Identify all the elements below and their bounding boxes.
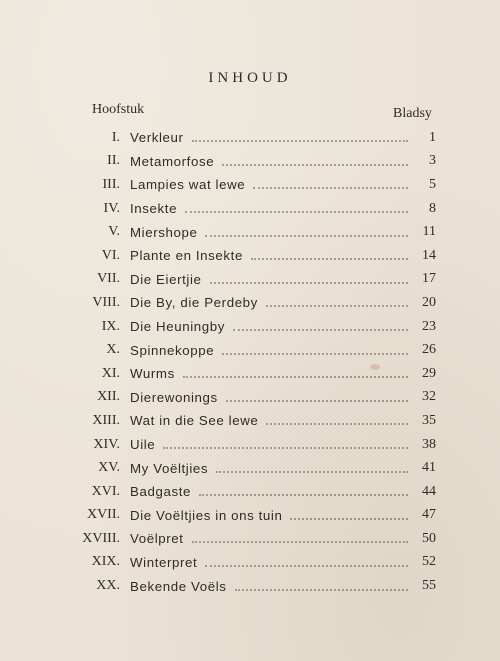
toc-row <box>0 244 500 268</box>
page-title: INHOUD <box>208 70 292 86</box>
page-number: 8 <box>429 200 436 216</box>
chapter-number: XVII. <box>86 507 120 523</box>
chapter-title: Die Voëltjies in ons tuin <box>130 507 283 523</box>
chapter-number: XIV. <box>93 436 120 452</box>
toc-row <box>0 268 500 292</box>
toc-row <box>0 480 500 504</box>
chapter-title: Die Eiertjie <box>130 271 202 287</box>
toc-row <box>0 315 500 339</box>
toc-row <box>0 126 500 150</box>
chapter-number: XI. <box>101 365 120 381</box>
dot-leader <box>205 564 408 567</box>
dot-leader <box>163 446 408 449</box>
chapter-title: Insekte <box>130 201 178 217</box>
chapter-title: Verkleur <box>130 130 184 146</box>
dot-leader <box>235 588 408 591</box>
chapter-number: I. <box>111 129 120 145</box>
toc-row <box>0 173 500 197</box>
chapter-number: XX. <box>96 578 120 594</box>
chapter-title: Voëlpret <box>130 531 184 547</box>
chapter-title: Die Heuningby <box>130 319 226 335</box>
chapter-number: XIX. <box>91 554 120 570</box>
chapter-title: Dierewonings <box>130 389 218 405</box>
toc-row <box>0 291 500 315</box>
chapter-title: Wat in die See lewe <box>130 413 259 429</box>
chapter-title: Die By, die Perdeby <box>130 295 258 311</box>
toc-row <box>0 338 500 362</box>
page-number: 5 <box>429 176 436 192</box>
chapter-title: Wurms <box>130 366 175 382</box>
toc-row <box>0 574 500 598</box>
toc-row <box>0 150 500 174</box>
chapter-number: VII. <box>97 271 120 287</box>
chapter-number: VIII. <box>92 294 120 310</box>
dot-leader <box>210 281 409 284</box>
chapter-number: III. <box>102 176 120 192</box>
paper-stain <box>370 364 380 370</box>
chapter-title: Winterpret <box>130 554 198 570</box>
chapter-number: XVIII. <box>82 530 120 546</box>
dot-leader <box>222 352 408 355</box>
page-number: 26 <box>422 342 436 358</box>
page-number: 47 <box>422 507 436 523</box>
dot-leader <box>266 304 408 307</box>
toc-row <box>0 362 500 386</box>
page-column-header: Bladsy <box>393 106 432 121</box>
toc-row <box>0 220 500 244</box>
chapter-number: XIII. <box>92 412 120 428</box>
page-number: 44 <box>422 483 436 499</box>
chapter-title: Uile <box>130 437 156 453</box>
toc-row <box>0 527 500 551</box>
page-number: 14 <box>422 247 436 263</box>
toc-row <box>0 197 500 221</box>
page-number: 3 <box>429 153 436 169</box>
page-number: 50 <box>422 530 436 546</box>
page-number: 29 <box>422 365 436 381</box>
chapter-number: XII. <box>97 389 120 405</box>
chapter-title: Bekende Voëls <box>130 578 227 594</box>
chapter-number: IX. <box>101 318 120 334</box>
page-number: 32 <box>422 389 436 405</box>
page-number: 35 <box>422 412 436 428</box>
chapter-number: II. <box>107 153 120 169</box>
chapter-number: V. <box>108 224 120 240</box>
dot-leader <box>216 470 408 473</box>
page-number: 52 <box>422 554 436 570</box>
dot-leader <box>199 493 408 496</box>
chapter-title: Lampies wat lewe <box>130 177 246 193</box>
chapter-title: Badgaste <box>130 484 191 500</box>
page-number: 41 <box>422 460 436 476</box>
page-number: 38 <box>422 436 436 452</box>
dot-leader <box>192 139 408 142</box>
chapter-number: XV. <box>98 460 120 476</box>
dot-leader <box>266 422 408 425</box>
dot-leader <box>192 540 408 543</box>
dot-leader <box>185 210 408 213</box>
dot-leader <box>205 234 408 237</box>
page-number: 20 <box>422 294 436 310</box>
chapter-title: Metamorfose <box>130 153 215 169</box>
toc-row <box>0 409 500 433</box>
chapter-title: Miershope <box>130 224 198 240</box>
dot-leader <box>253 186 408 189</box>
table-of-contents <box>0 126 500 598</box>
toc-row <box>0 433 500 457</box>
toc-row <box>0 504 500 528</box>
toc-row <box>0 551 500 575</box>
chapter-number: X. <box>106 342 120 358</box>
page-number: 11 <box>422 224 436 240</box>
chapter-number: IV. <box>103 200 120 216</box>
dot-leader <box>222 163 408 166</box>
toc-row <box>0 386 500 410</box>
dot-leader <box>233 328 408 331</box>
chapter-title: Spinnekoppe <box>130 342 215 358</box>
chapter-number: VI. <box>101 247 120 263</box>
toc-row <box>0 456 500 480</box>
chapter-number: XVI. <box>91 483 120 499</box>
dot-leader <box>226 399 408 402</box>
page-number: 23 <box>422 318 436 334</box>
chapter-title: Plante en Insekte <box>130 248 243 264</box>
dot-leader <box>251 257 408 260</box>
page-number: 1 <box>429 129 436 145</box>
chapter-column-header: Hoofstuk <box>92 102 145 117</box>
dot-leader <box>290 517 408 520</box>
dot-leader <box>183 375 408 378</box>
page-number: 17 <box>422 271 436 287</box>
page-number: 55 <box>422 578 436 594</box>
chapter-title: My Voëltjies <box>130 460 209 476</box>
